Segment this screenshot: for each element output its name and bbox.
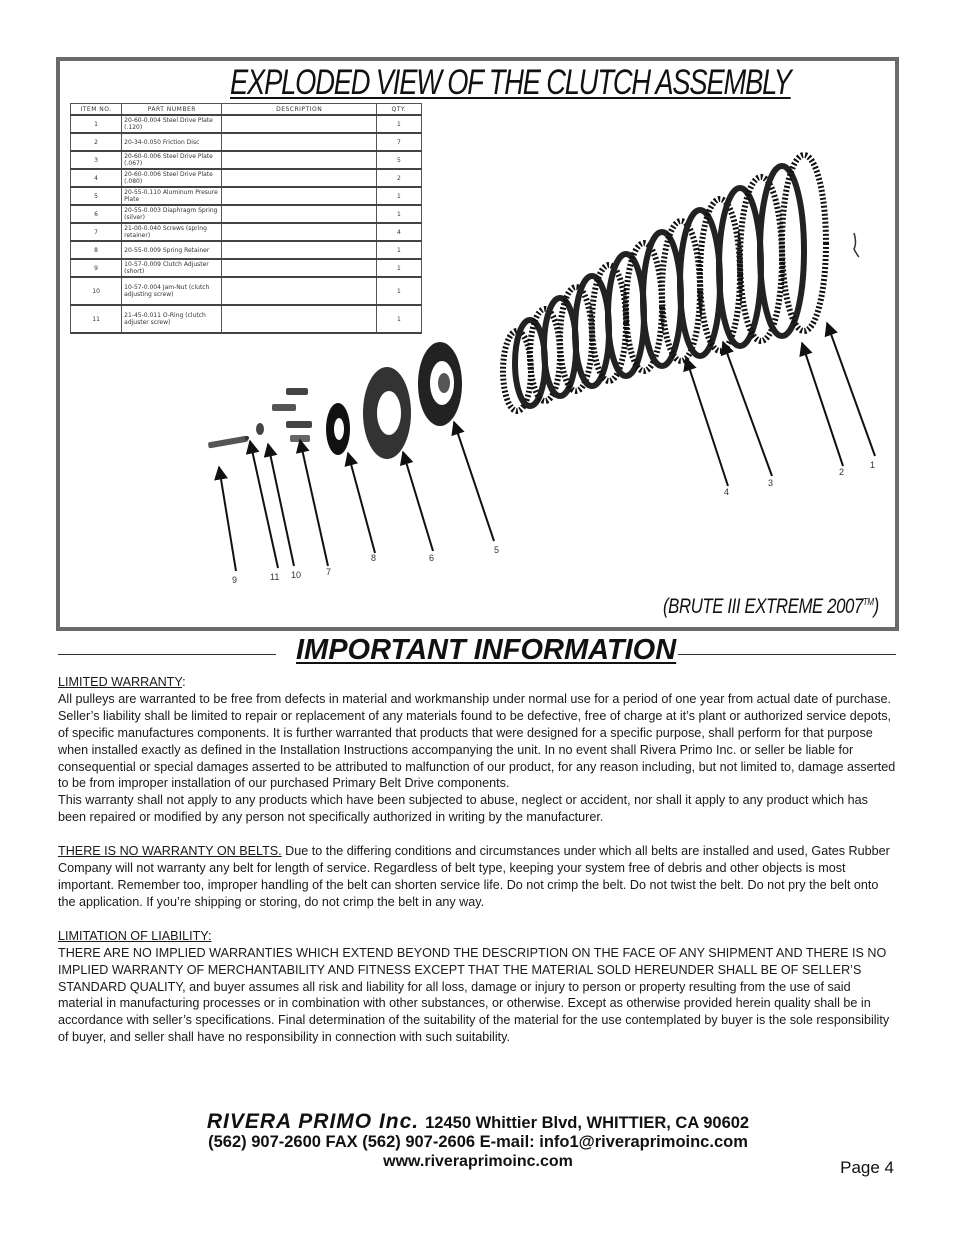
item-no: 8 [71,241,122,259]
company-website: www.riveraprimoinc.com [383,1153,573,1170]
qty: 1 [376,241,421,259]
item-no: 4 [71,169,122,187]
qty: 1 [376,305,421,333]
belt-warranty-paragraph [58,843,896,911]
spacer [58,911,896,928]
part-number: 21-00-0.040 Screws (spring retainer) [122,223,222,241]
header-part-number: PART NUMBER [122,104,222,116]
adjuster-parts [208,423,264,448]
callout-10: 10 [291,570,302,580]
company-brand: RIVERA PRIMO Inc. [206,1110,420,1133]
page-number: Page 4 [840,1158,894,1177]
callout-2: 2 [839,467,845,477]
model-caption-close: ) [873,595,879,618]
company-contact: (562) 907-2600 FAX (562) 907-2606 E-mail: info1@riveraprimoinc.com [208,1133,748,1151]
important-info-body [58,674,896,1046]
item-no: 5 [71,187,122,205]
liability-paragraph: THERE ARE NO IMPLIED WARRANTIES WHICH EXTEND BEYOND THE DESCRIPTION ON THE FACE OF ANY SHIPMENT AND THERE IS NO IMPLIED WARRANTY OF MERCHANTABILITY AND FITNESS EXCEPT THAT THE MATERIAL SOLD HEREUNDER SHALL BE OF SELLER’S STANDARD QUALITY, and buyer assumes all risk and liability for all loss, damage or injury to person or property resulting from the use of said material in manufacturing processes or in combination with other substances, or otherwise. Except as otherwise provided herein quality shall be in accordance with seller’s specifications. Final determination of the suitability of the material for the use contemplated by buyer is the sole responsibility of buyer, and seller shall have no responsibility in connection with such suitability. [58,945,890,1045]
qty: 7 [376,133,421,151]
callout-labels [232,460,875,585]
qty: 5 [376,151,421,169]
item-no: 6 [71,205,122,223]
warranty-exclusions: This warranty shall not apply to any products which have been subjected to abuse, neglect or accident, nor shall it apply to any product which has been repaired or modified by any person not specifically authorized in writing by the manufacturer. [58,793,868,825]
warranty-paragraph: All pulleys are warranted to be free from defects in material and workmanship under normal use for a period of one year from actual date of purchase. Seller’s liability shall be limited to repair or replacement of any materials found to be defective, free of charge at it’s plant or authorized service depots, of specific manufactures components. It is further warranted that products that were designed for a specific purpose, shall perform for that purpose when installed exactly as defined in the Installation Instructions accompanying the unit. In no event shall Rivera Primo Inc. or seller be liable for consequential or special damages asserted to be attributed to malfunction of our product, for any reason including, but not limited to, damage asserted to be from improper installation of our purchased Primary Belt Drive components. [58,691,896,791]
company-footer [58,1112,898,1171]
spacer [58,826,896,843]
warranty-label: LIMITED WARRANTY [58,675,183,689]
part-number: 20-60-0.006 Steel Drive Plate (.080) [122,169,222,187]
callout-6: 6 [429,553,435,563]
liability-heading: LIMITATION OF LIABILITY: [58,928,212,943]
important-info-header [58,634,896,674]
divider-right [678,654,896,655]
qty: 1 [376,277,421,305]
part-number: 20-34-0.050 Friction Disc [122,133,222,151]
company-address: 12450 Whittier Blvd, WHITTIER, CA 90602 [425,1114,750,1132]
item-no: 2 [71,133,122,151]
warranty-heading [58,674,896,691]
part-number: 20-60-0.004 Steel Drive Plate (.120) [122,115,222,133]
spring-retainer [326,403,350,455]
item-no: 10 [71,277,122,305]
callout-4: 4 [724,487,730,497]
callout-11: 11 [270,572,280,582]
diaphragm-spring [363,367,411,459]
header-qty: QTY. [376,104,421,116]
part-number: 20-55-0.009 Spring Retainer [122,241,222,259]
item-no: 7 [71,223,122,241]
header-item-no: ITEM NO. [71,104,122,116]
diagram-frame [56,57,899,631]
screws [272,388,312,442]
header-description: DESCRIPTION [222,104,376,116]
ring-clip-part [854,233,859,257]
warranty-label-colon: : [182,675,186,689]
model-caption [663,595,879,619]
exploded-clutch-diagram [60,61,895,627]
part-number: 21-45-0.011 O-Ring (clutch adjuster screw) [122,305,222,333]
qty: 4 [376,223,421,241]
qty: 1 [376,187,421,205]
qty: 1 [376,115,421,133]
item-no: 9 [71,259,122,277]
part-number: 10-57-0.009 Clutch Adjuster (short) [122,259,222,277]
divider-left [58,654,276,655]
qty: 1 [376,205,421,223]
pressure-plate [418,342,462,426]
qty: 1 [376,259,421,277]
callout-1: 1 [870,460,876,470]
callout-9: 9 [232,575,238,585]
item-no: 1 [71,115,122,133]
part-number: 20-55-0.110 Aluminum Presure Plate [122,187,222,205]
section-title: IMPORTANT INFORMATION [296,634,677,666]
belts-text: Due to the differing conditions and circumstances under which all belts are installed and used, Gates Rubber Company will not warranty any belt for length of service. Regardless of belt type, keeping your system free of debris and other objects is most important. Remember too, improper handling of the belt can shorten service life. Do not crimp the belt. Do not twist the belt. Do not pry the belt onto the application. If you’re shipping or storing, do not crimp the belt in any way. [58,844,890,909]
clutch-plate-stack [503,155,826,411]
part-number: 20-60-0.006 Steel Drive Plate (.067) [122,151,222,169]
trademark-mark: TM [863,597,874,608]
diagram-title: EXPLODED VIEW OF THE CLUTCH ASSEMBLY [230,63,791,102]
part-number: 10-57-0.004 Jam-Nut (clutch adjusting screw) [122,277,222,305]
callout-7: 7 [326,567,332,577]
footer-line-1 [58,1112,898,1133]
belts-label: THERE IS NO WARRANTY ON BELTS. [58,844,282,859]
item-no: 3 [71,151,122,169]
part-number: 20-55-0.003 Diaphragm Spring (silver) [122,205,222,223]
callout-8: 8 [371,553,377,563]
callout-3: 3 [768,478,774,488]
qty: 2 [376,169,421,187]
callout-5: 5 [494,545,500,555]
model-caption-text: (BRUTE III EXTREME 2007 [663,595,864,618]
item-no: 11 [71,305,122,333]
